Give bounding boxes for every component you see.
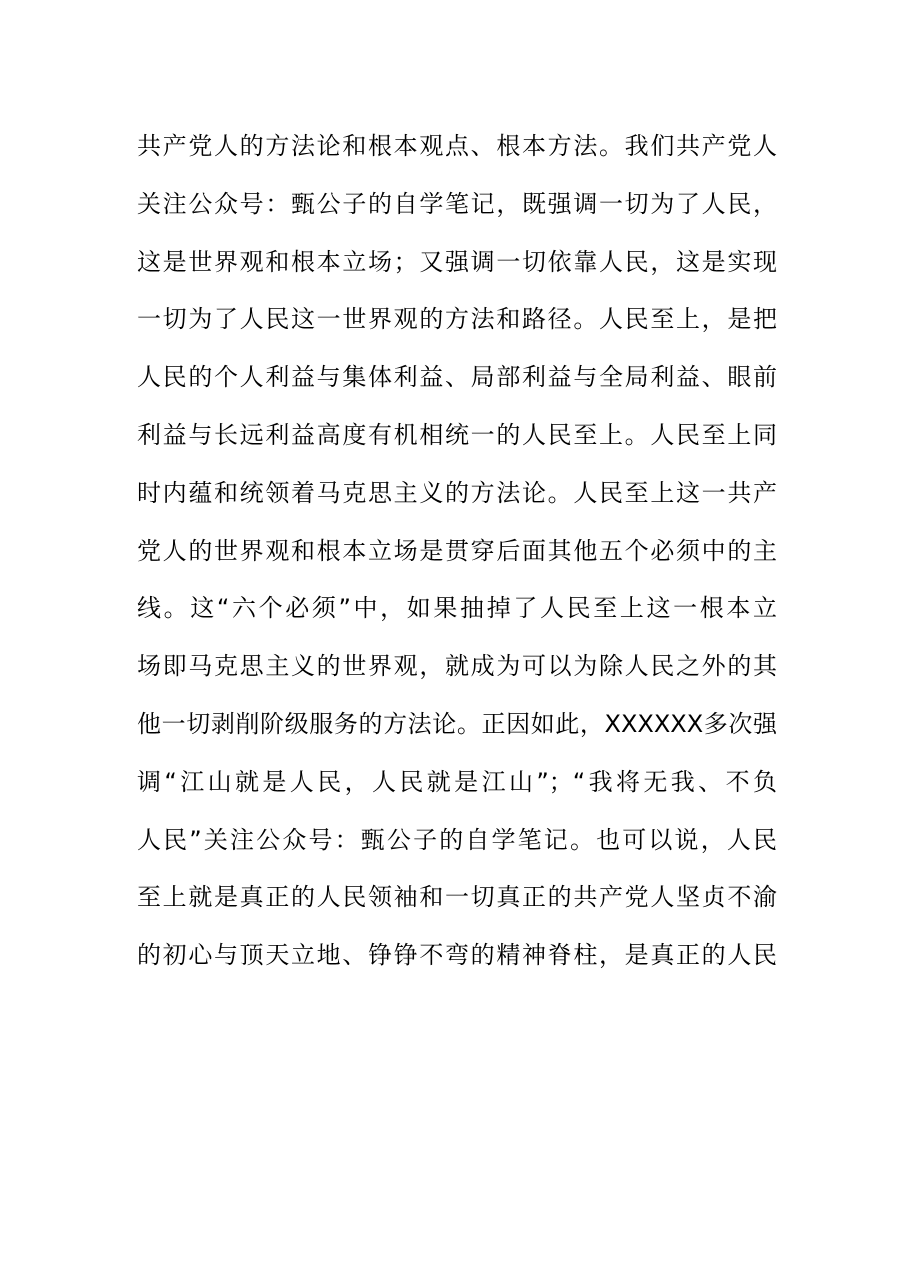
text-line: 时内蕴和统领着马克思主义的方法论。人民至上这一共产 xyxy=(137,478,777,507)
text-line: 人民的个人利益与集体利益、局部利益与全局利益、眼前 xyxy=(137,363,777,392)
text-line: 他一切剥削阶级服务的方法论。正因如此，XXXXXX多次强 xyxy=(137,709,777,738)
text-line: 的初心与顶天立地、铮铮不弯的精神脊柱，是真正的人民 xyxy=(137,941,777,970)
text-line: 至上就是真正的人民领袖和一切真正的共产党人坚贞不渝 xyxy=(137,883,777,912)
body-text xyxy=(137,118,777,985)
text-line: 调“江山就是人民，人民就是江山”；“我将无我、不负 xyxy=(137,767,777,796)
text-line: 关注公众号：甄公子的自学笔记，既强调一切为了人民， xyxy=(137,189,777,218)
text-line: 这是世界观和根本立场；又强调一切依靠人民，这是实现 xyxy=(137,247,777,276)
text-line: 党人的世界观和根本立场是贯穿后面其他五个必须中的主 xyxy=(137,536,777,565)
text-line: 场即马克思主义的世界观，就成为可以为除人民之外的其 xyxy=(137,652,777,681)
text-line: 一切为了人民这一世界观的方法和路径。人民至上，是把 xyxy=(137,305,777,334)
text-line: 利益与长远利益高度有机相统一的人民至上。人民至上同 xyxy=(137,420,777,449)
text-line: 线。这“六个必须”中，如果抽掉了人民至上这一根本立 xyxy=(137,594,777,623)
text-line: 人民”关注公众号：甄公子的自学笔记。也可以说，人民 xyxy=(137,825,777,854)
text-line: 共产党人的方法论和根本观点、根本方法。我们共产党人 xyxy=(137,132,777,160)
